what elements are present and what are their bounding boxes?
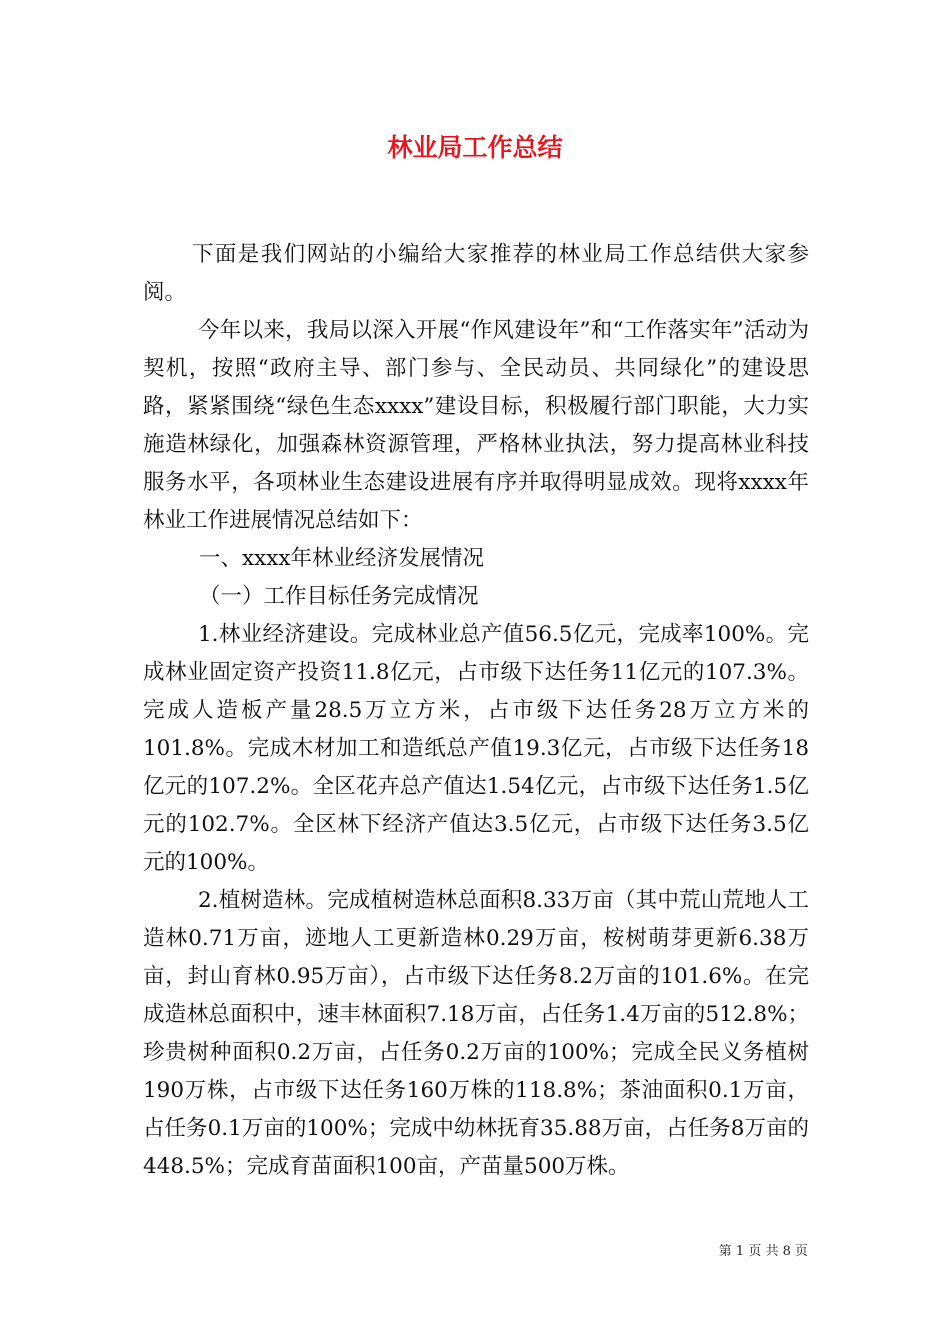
afforestation-paragraph: 2.植树造林。完成植树造林总面积8.33万亩（其中荒山荒地人工造林0.71万亩，迹地人工更新造林0.29万亩，桉树萌芽更新6.38万亩，封山育林0.95万亩），占市级下达任务8.2万亩的101.6%。在完成造林总面积中，速丰林面积7.18万亩，占任务1.4万亩的512.8%；珍贵树种面积0.2万亩，占任务0.2万亩的100%；完成全民义务植树190万株，占市级下达任务160万株的118.8%；茶油面积0.1万亩，占任务0.1万亩的100%；完成中幼林抚育35.88万亩，占任务8万亩的448.5%；完成育苗面积100亩，产苗量500万株。: [143, 888, 809, 1179]
subsection-heading: （一）工作目标任务完成情况: [199, 584, 479, 609]
page-number: 第 1 页 共 8 页: [718, 1244, 808, 1259]
forestry-economy-paragraph: 1.林业经济建设。完成林业总产值56.5亿元，完成率100%。完成林业固定资产投资11.8亿元，占市级下达任务11亿元的107.3%。完成人造板产量28.5万立方米，占市级下达任务28万立方米的101.8%。完成木材加工和造纸总产值19.3亿元，占市级下达任务18亿元的107.2%。全区花卉总产值达1.54亿元，占市级下达任务1.5亿元的102.7%。全区林下经济产值达3.5亿元，占市级下达任务3.5亿元的100%。: [143, 622, 809, 875]
intro-paragraph: 下面是我们网站的小编给大家推荐的林业局工作总结供大家参阅。: [143, 242, 809, 305]
section-heading: 一、xxxx年林业经济发展情况: [199, 546, 485, 571]
document-body: [143, 236, 809, 1186]
document-title: 林业局工作总结: [387, 133, 563, 162]
summary-paragraph: 今年以来，我局以深入开展“作风建设年”和“工作落实年”活动为契机，按照“政府主导、部门参与、全民动员、共同绿化”的建设思路，紧紧围绕“绿色生态xxxx”建设目标，积极履行部门职能，大力实施造林绿化，加强森林资源管理，严格林业执法，努力提高林业科技服务水平，各项林业生态建设进展有序并取得明显成效。现将xxxx年林业工作进展情况总结如下：: [143, 318, 809, 533]
